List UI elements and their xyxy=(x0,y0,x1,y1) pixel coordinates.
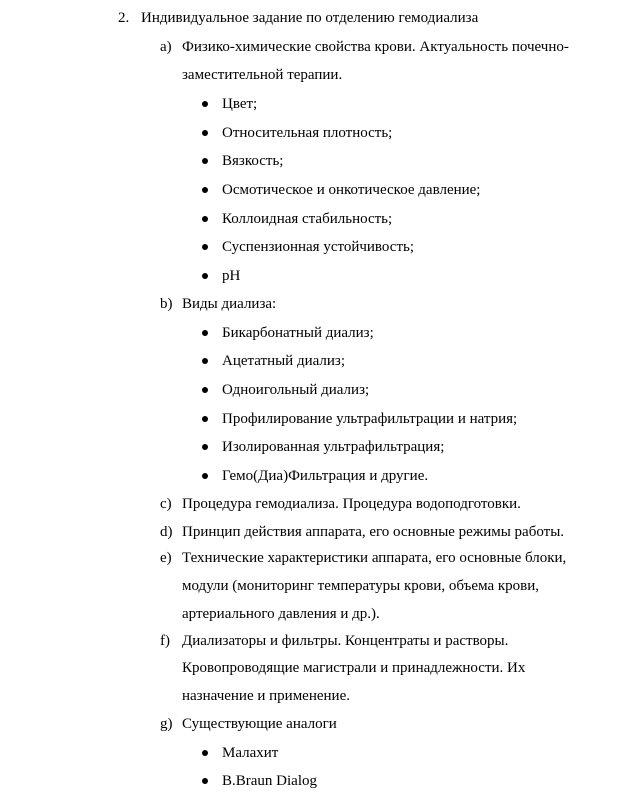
section-f-line-3: назначение и применение. xyxy=(182,688,350,704)
bullet-icon xyxy=(202,473,208,479)
section-g-marker: g) xyxy=(160,716,173,732)
section-b-bullet-2: Ацетатный диализ; xyxy=(222,353,346,369)
item-title: Индивидуальное задание по отделению гемодиализа xyxy=(141,10,479,26)
section-a-line-2: заместительной терапии. xyxy=(182,67,343,83)
section-b-marker: b) xyxy=(160,296,173,312)
section-g-bullet-1: Малахит xyxy=(222,745,279,761)
bullet-icon xyxy=(202,216,208,222)
section-f-line-2: Кровопроводящие магистрали и принадлежности. Их xyxy=(182,660,526,676)
bullet-icon xyxy=(202,416,208,422)
bullet-icon xyxy=(202,358,208,364)
section-a-bullet-7: pH xyxy=(222,268,241,284)
section-c-marker: c) xyxy=(160,496,172,512)
section-a-bullet-1: Цвет; xyxy=(222,96,258,112)
section-g-line-1: Существующие аналоги xyxy=(182,716,337,732)
section-a-marker: a) xyxy=(160,39,172,55)
section-f-marker: f) xyxy=(160,633,170,649)
section-d-marker: d) xyxy=(160,524,173,540)
section-e-line-1: Технические характеристики аппарата, его основные блоки, xyxy=(182,550,567,566)
section-a-bullet-3: Вязкость; xyxy=(222,153,284,169)
section-a-bullet-6: Суспензионная устойчивость; xyxy=(222,239,415,255)
section-b-line-1: Виды диализа: xyxy=(182,296,277,312)
section-b-bullet-1: Бикарбонатный диализ; xyxy=(222,325,374,341)
section-e-marker: e) xyxy=(160,550,172,566)
bullet-icon xyxy=(202,387,208,393)
item-number: 2. xyxy=(118,10,130,26)
bullet-icon xyxy=(202,778,208,784)
bullet-icon xyxy=(202,187,208,193)
bullet-icon xyxy=(202,330,208,336)
section-a-line-1: Физико-химические свойства крови. Актуальность почечно- xyxy=(182,39,569,55)
bullet-icon xyxy=(202,244,208,250)
bullet-icon xyxy=(202,130,208,136)
section-g-bullet-2: B.Braun Dialog xyxy=(222,773,317,789)
bullet-icon xyxy=(202,101,208,107)
bullet-icon xyxy=(202,444,208,450)
bullet-icon xyxy=(202,750,208,756)
section-b-bullet-5: Изолированная ультрафильтрация; xyxy=(222,439,445,455)
section-f-line-1: Диализаторы и фильтры. Концентраты и растворы. xyxy=(182,633,509,649)
section-b-bullet-4: Профилирование ультрафильтрации и натрия; xyxy=(222,411,518,427)
bullet-icon xyxy=(202,273,208,279)
section-d-line-1: Принцип действия аппарата, его основные режимы работы. xyxy=(182,524,565,540)
section-a-bullet-4: Осмотическое и онкотическое давление; xyxy=(222,182,481,198)
section-b-bullet-6: Гемо(Диа)Фильтрация и другие. xyxy=(222,468,429,484)
section-b-bullet-3: Одноигольный диализ; xyxy=(222,382,370,398)
section-c-line-1: Процедура гемодиализа. Процедура водоподготовки. xyxy=(182,496,521,512)
bullet-icon xyxy=(202,158,208,164)
section-e-line-2: модули (мониторинг температуры крови, объема крови, xyxy=(182,578,540,594)
section-a-bullet-2: Относительная плотность; xyxy=(222,125,393,141)
section-a-bullet-5: Коллоидная стабильность; xyxy=(222,211,393,227)
section-e-line-3: артериального давления и др.). xyxy=(182,606,380,622)
